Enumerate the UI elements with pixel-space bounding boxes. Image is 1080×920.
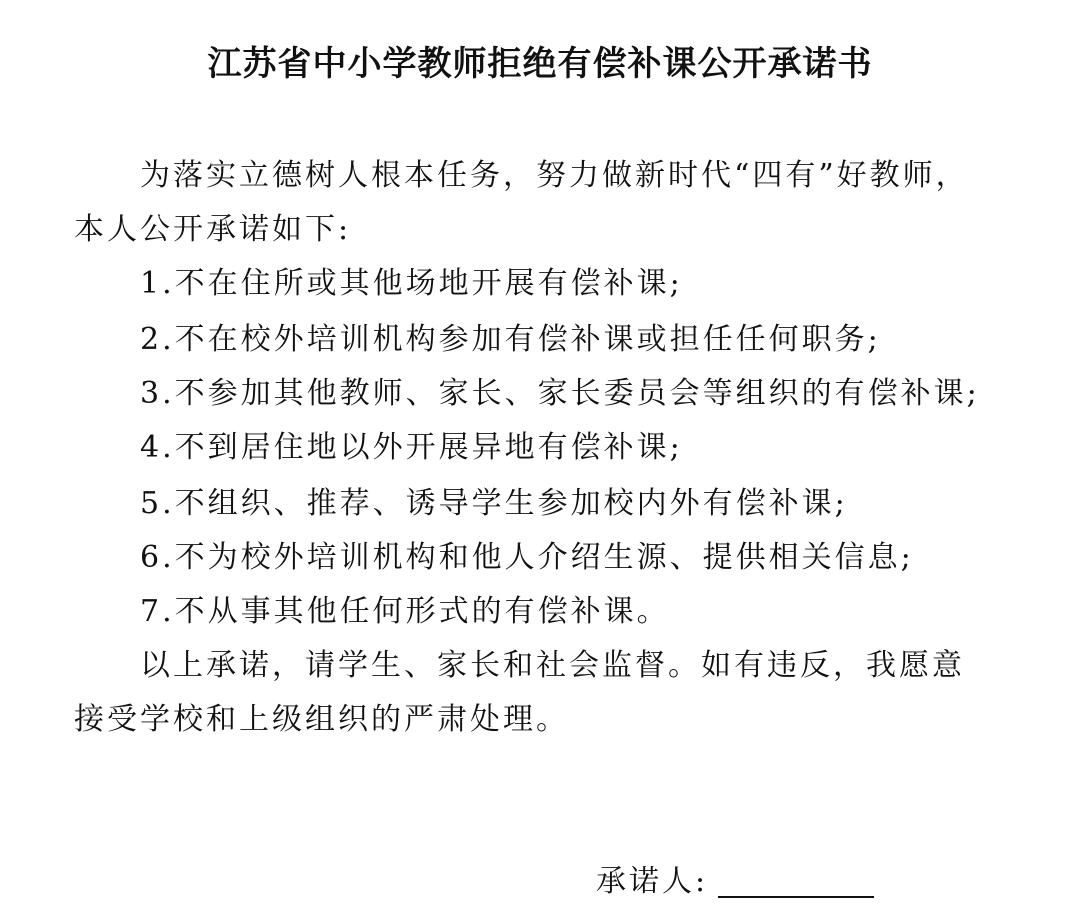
- commitment-item-3: 3.不参加其他教师、家长、家长委员会等组织的有偿补课;: [140, 376, 980, 411]
- closing-paragraph-line-2: 接受学校和上级组织的严肃处理。: [74, 702, 569, 737]
- document-title: 江苏省中小学教师拒绝有偿补课公开承诺书: [207, 44, 873, 84]
- commitment-item-2: 2.不在校外培训机构参加有偿补课或担任任何职务;: [140, 322, 881, 357]
- signature-blank-line: [718, 896, 874, 898]
- closing-paragraph-line-1: 以上承诺，请学生、家长和社会监督。如有违反，我愿意: [140, 648, 965, 683]
- intro-paragraph-line-1: 为落实立德树人根本任务，努力做新时代“四有”好教师，: [140, 158, 969, 193]
- commitment-item-4: 4.不到居住地以外开展异地有偿补课;: [140, 430, 683, 465]
- commitment-item-6: 6.不为校外培训机构和他人介绍生源、提供相关信息;: [140, 540, 914, 575]
- signature-label: 承诺人:: [596, 864, 709, 899]
- commitment-item-5: 5.不组织、推荐、诱导学生参加校内外有偿补课;: [140, 486, 848, 521]
- commitment-item-7: 7.不从事其他任何形式的有偿补课。: [140, 594, 670, 629]
- commitment-item-1: 1.不在住所或其他场地开展有偿补课;: [140, 266, 683, 301]
- intro-paragraph-line-2: 本人公开承诺如下:: [74, 212, 352, 247]
